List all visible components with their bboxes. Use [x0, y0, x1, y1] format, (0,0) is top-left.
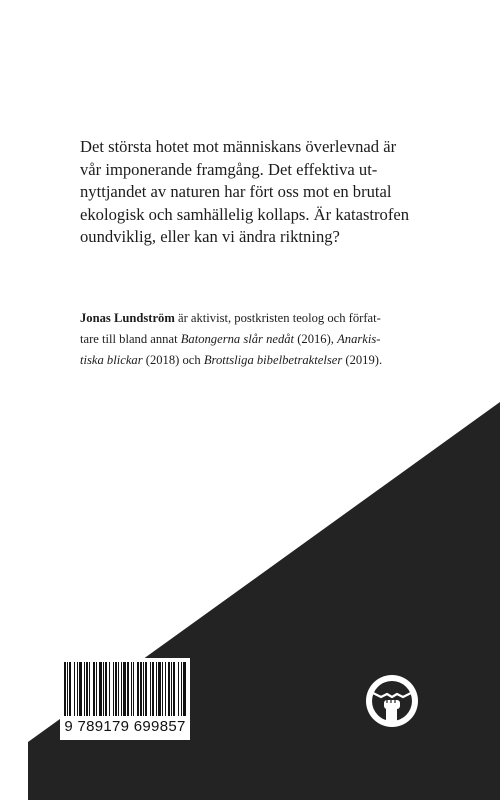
barcode-bar	[118, 662, 119, 716]
barcode-bars	[63, 662, 187, 716]
barcode-bar	[140, 662, 142, 716]
barcode-bar	[79, 662, 82, 716]
barcode-bar	[74, 662, 75, 716]
barcode-bar	[181, 662, 182, 716]
barcode-bar	[133, 662, 134, 716]
barcode-bar	[64, 662, 66, 716]
blurb-text	[80, 136, 420, 249]
author-bio	[80, 308, 420, 371]
isbn-barcode	[60, 658, 190, 740]
book-title: Brottsliga bibelbetraktelser	[203, 353, 343, 367]
barcode-bar	[109, 662, 110, 716]
barcode-bar	[123, 662, 126, 716]
barcode-bar	[115, 662, 117, 716]
barcode-bar	[165, 662, 166, 716]
barcode-bar	[178, 662, 179, 716]
barcode-bar	[105, 662, 107, 716]
barcode-bar	[131, 662, 132, 716]
bio-text: (2018) och	[142, 353, 204, 367]
barcode-bar	[67, 662, 68, 716]
barcode-bar	[183, 662, 186, 716]
bio-text: tare till bland annat	[80, 332, 181, 346]
barcode-bar	[86, 662, 88, 716]
barcode-bar	[103, 662, 104, 716]
barcode-bar	[127, 662, 129, 716]
barcode-bar	[150, 662, 151, 716]
blurb-line: vår imponerande framgång. Det effektiva ut-	[80, 159, 378, 179]
barcode-bar	[173, 662, 175, 716]
barcode-bar	[77, 662, 78, 716]
blurb-line: nyttjandet av naturen har fört oss mot en brutal	[80, 182, 392, 201]
raised-fist-logo-icon	[363, 672, 421, 730]
blurb-line: oundviklig, eller kan vi ändra riktning?	[80, 227, 340, 246]
barcode-bar	[99, 662, 102, 716]
barcode-bar	[158, 662, 161, 716]
barcode-bar	[162, 662, 163, 716]
bio-text: (2016),	[294, 332, 338, 346]
barcode-bar	[96, 662, 97, 716]
isbn-number: 9 789179 699857	[64, 718, 186, 735]
barcode-bar	[113, 662, 114, 716]
barcode-bar	[121, 662, 122, 716]
book-title: Anarkis-	[337, 332, 381, 346]
barcode-bar	[84, 662, 85, 716]
book-title: Batongerna slår nedåt	[180, 332, 295, 346]
bio-text: (2019).	[342, 353, 383, 367]
bio-text: är aktivist, postkristen teolog och förfat-	[174, 311, 381, 325]
book-title: tiska blickar	[80, 353, 143, 367]
barcode-bar	[137, 662, 139, 716]
barcode-bar	[168, 662, 170, 716]
blurb-line: ekologisk och samhällelig kollaps. Är katastrofen	[80, 204, 410, 224]
barcode-bar	[143, 662, 144, 716]
barcode-bar	[145, 662, 147, 716]
author-name: Jonas Lundström	[80, 311, 175, 325]
barcode-bar	[171, 662, 172, 716]
blurb-line: Det största hotet mot människans överlevnad är	[80, 137, 397, 156]
barcode-bar	[69, 662, 71, 716]
barcode-bar	[152, 662, 154, 716]
barcode-bar	[93, 662, 95, 716]
barcode-bar	[89, 662, 90, 716]
barcode-bar	[156, 662, 157, 716]
